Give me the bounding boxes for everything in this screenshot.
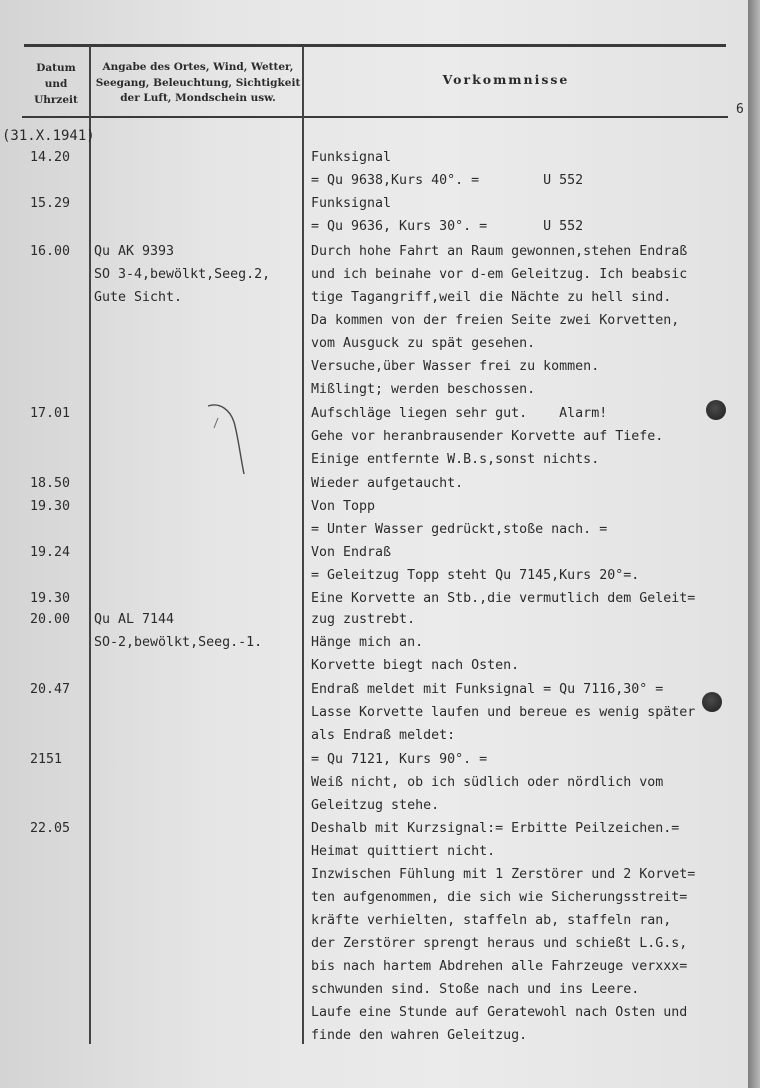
time-entry: 15.29	[30, 196, 71, 211]
time-entry: 19.30	[30, 499, 71, 514]
log-line: ten aufgenommen, die sich wie Sicherungsstreit=	[311, 890, 688, 905]
log-line: Lasse Korvette laufen und bereue es wenig später	[311, 705, 696, 720]
binder-hole-icon	[702, 692, 722, 712]
time-entry: 19.30	[30, 591, 71, 606]
location-entry: SO-2,bewölkt,Seeg.-1.	[94, 635, 263, 650]
log-line: und ich beinahe vor d-em Geleitzug. Ich beabsic	[311, 267, 688, 282]
log-line: Geleitzug stehe.	[311, 798, 440, 813]
log-line: Funksignal	[311, 150, 392, 165]
log-line: Endraß meldet mit Funksignal = Qu 7116,30° =	[311, 682, 664, 697]
log-line: Funksignal	[311, 196, 392, 211]
time-entry: 14.20	[30, 150, 71, 165]
header-angabe-line: Angabe des Ortes, Wind, Wetter,	[102, 61, 294, 73]
log-line: Von Endraß	[311, 545, 392, 560]
column-divider-2	[302, 46, 304, 1044]
header-angabe	[94, 60, 302, 107]
log-line: Gehe vor heranbrausender Korvette auf Tiefe.	[311, 429, 664, 444]
header-datum	[22, 60, 90, 108]
date-heading: (31.X.1941)	[2, 128, 95, 144]
log-line: = Qu 9636, Kurs 30°. = U 552	[311, 219, 584, 234]
header-angabe-line: Seegang, Beleuchtung, Sichtigkeit	[95, 76, 301, 89]
log-line: Eine Korvette an Stb.,die vermutlich dem Geleit=	[311, 591, 696, 606]
log-line: zug zustrebt.	[311, 612, 416, 627]
log-line: Heimat quittiert nicht.	[311, 844, 496, 859]
time-entry: 20.47	[30, 682, 71, 697]
log-line: = Geleitzug Topp steht Qu 7145,Kurs 20°=.	[311, 568, 640, 583]
location-entry: Gute Sicht.	[94, 290, 183, 305]
time-entry: 2151	[30, 752, 63, 767]
location-entry: Qu AL 7144	[94, 612, 175, 627]
log-line: als Endraß meldet:	[311, 728, 456, 743]
location-entry: SO 3-4,bewölkt,Seeg.2,	[94, 267, 271, 282]
header-bottom-rule	[22, 116, 728, 118]
log-line: Wieder aufgetaucht.	[311, 476, 464, 491]
binder-hole-icon	[706, 400, 726, 420]
log-line: Mißlingt; werden beschossen.	[311, 382, 536, 397]
log-line: bis nach hartem Abdrehen alle Fahrzeuge verxxx=	[311, 959, 688, 974]
log-line: = Qu 7121, Kurs 90°. =	[311, 752, 488, 767]
scan-edge	[748, 0, 760, 1088]
time-entry: 17.01	[30, 406, 71, 421]
log-line: = Unter Wasser gedrückt,stoße nach. =	[311, 522, 608, 537]
log-line: Inzwischen Fühlung mit 1 Zerstörer und 2 Korvet=	[311, 867, 696, 882]
header-top-rule	[24, 44, 726, 47]
pencil-mark-icon	[200, 398, 260, 482]
time-entry: 20.00	[30, 612, 71, 627]
log-line: vom Ausguck zu spät gesehen.	[311, 336, 536, 351]
log-line: Einige entfernte W.B.s,sonst nichts.	[311, 452, 600, 467]
header-vorkommnisse: Vorkommnisse	[442, 72, 570, 87]
log-line: = Qu 9638,Kurs 40°. = U 552	[311, 173, 584, 188]
log-line: Aufschläge liegen sehr gut. Alarm!	[311, 406, 608, 421]
location-entry: Qu AK 9393	[94, 244, 175, 259]
time-entry: 18.50	[30, 476, 71, 491]
header-datum-line: Datum	[36, 62, 76, 74]
log-line: finde den wahren Geleitzug.	[311, 1028, 528, 1043]
log-line: Von Topp	[311, 499, 376, 514]
log-line: kräfte verhielten, staffeln ab, staffeln ran,	[311, 913, 672, 928]
time-entry: 19.24	[30, 545, 71, 560]
log-line: Hänge mich an.	[311, 635, 424, 650]
header-datum-line: Uhrzeit	[34, 94, 78, 106]
log-line: Da kommen von der freien Seite zwei Korvetten,	[311, 313, 680, 328]
log-line: Korvette biegt nach Osten.	[311, 658, 520, 673]
header-datum-line: und	[44, 78, 68, 90]
log-line: Weiß nicht, ob ich südlich oder nördlich vom	[311, 775, 664, 790]
log-line: schwunden sind. Stoße nach und ins Leere.	[311, 982, 640, 997]
log-line: Laufe eine Stunde auf Geratewohl nach Osten und	[311, 1005, 688, 1020]
log-line: Durch hohe Fahrt an Raum gewonnen,stehen Endraß	[311, 244, 688, 259]
log-line: Versuche,über Wasser frei zu kommen.	[311, 359, 600, 374]
time-entry: 16.00	[30, 244, 71, 259]
header-angabe-line: der Luft, Mondschein usw.	[120, 92, 276, 104]
log-line: Deshalb mit Kurzsignal:= Erbitte Peilzeichen.=	[311, 821, 680, 836]
time-entry: 22.05	[30, 821, 71, 836]
log-line: der Zerstörer sprengt heraus und schießt L.G.s,	[311, 936, 688, 951]
page-number: 6	[736, 102, 744, 117]
column-divider-1	[89, 46, 91, 1044]
log-line: tige Tagangriff,weil die Nächte zu hell sind.	[311, 290, 672, 305]
